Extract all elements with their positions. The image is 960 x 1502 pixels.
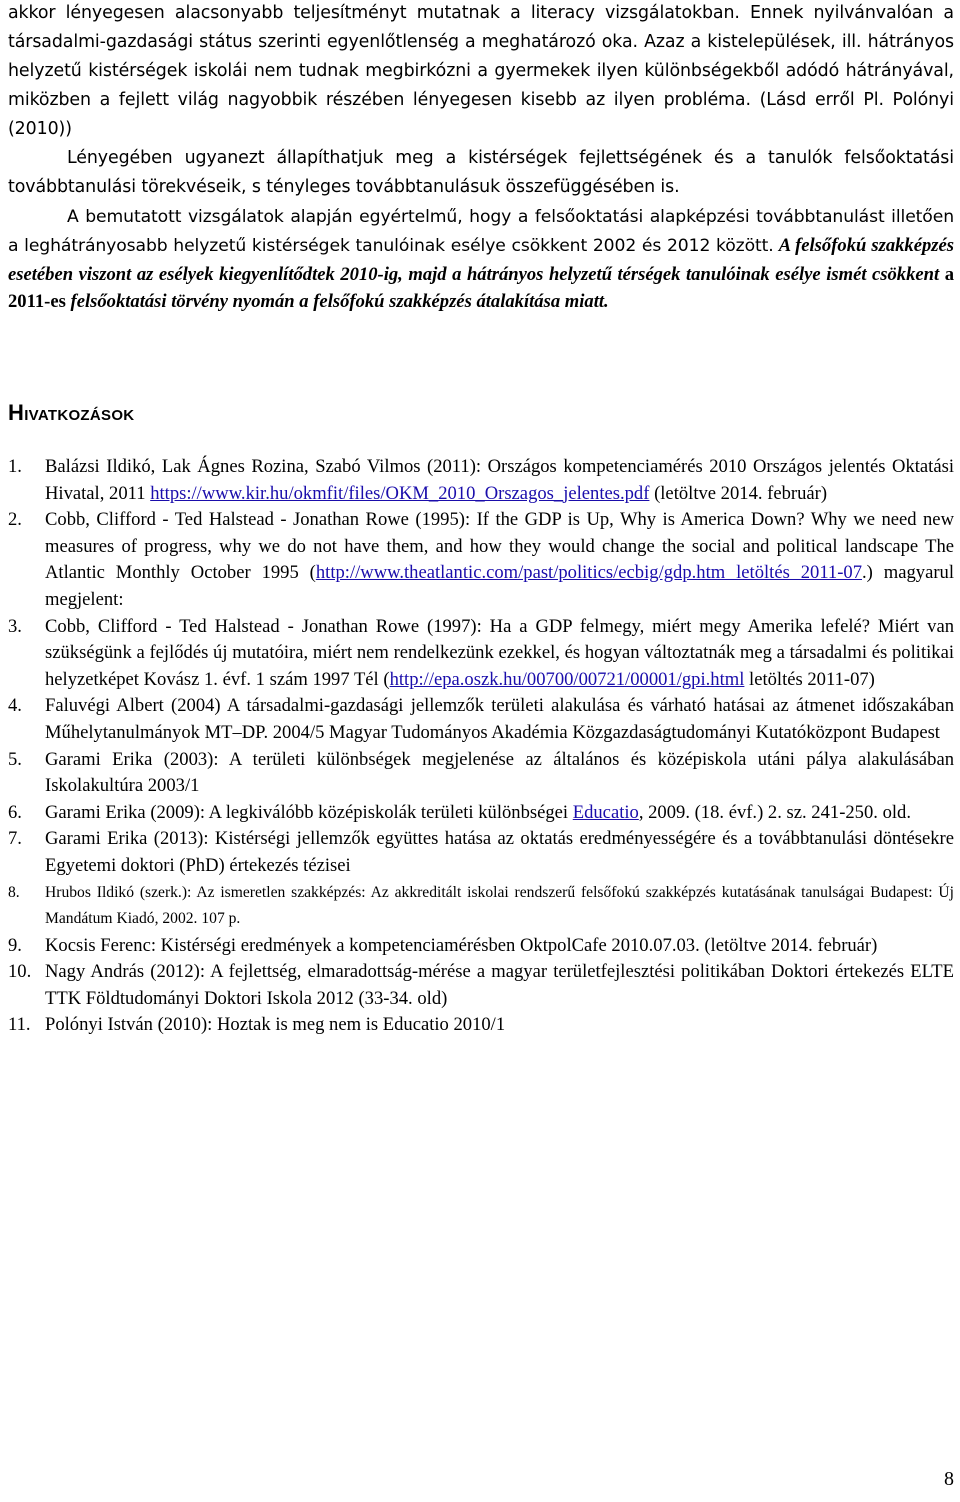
references-list xyxy=(8,454,954,1039)
reference-number: 1. xyxy=(8,456,22,477)
reference-text: Faluvégi Albert (2004) A társadalmi-gazdasági jellemzők területi alakulása és várható hatásai az átmenet időszakában Műhelytanulmányok MT–DP. 2004/5 Magyar Tudományos Akadémia Közgazdaságtudományi Kutatóközpont Budapest xyxy=(45,695,954,743)
reference-number: 6. xyxy=(8,801,22,823)
reference-link[interactable]: http://www.theatlantic.com/past/politics/ecbig/gdp.htm letöltés 2011-07 xyxy=(315,562,863,584)
reference-item-10 xyxy=(8,959,954,1012)
reference-item-6 xyxy=(8,800,954,827)
reference-item-5 xyxy=(8,747,954,800)
paragraph-3-bold: a 2011-es xyxy=(8,263,955,313)
reference-item-3 xyxy=(8,614,954,694)
reference-item-7 xyxy=(8,826,954,879)
references-heading: Hivatkozások xyxy=(8,400,135,425)
body-paragraph-2: Lényegében ugyanezt állapíthatjuk meg a kistérségek fejlettségének és a tanulók felsőoktatási továbbtanulási törekvéseik, s tényleges továbbtanulásuk összefüggésében is. xyxy=(8,148,954,197)
paragraph-3-emphasis-2: felsőoktatási törvény nyomán a felsőfokú szakképzés átalakítása miatt. xyxy=(70,291,609,313)
body-paragraph-3 xyxy=(8,203,954,316)
reference-number: 2. xyxy=(8,509,22,531)
reference-text: Polónyi István (2010): Hoztak is meg nem is Educatio 2010/1 xyxy=(45,1014,506,1036)
reference-item-8 xyxy=(8,880,954,933)
reference-text-tail: (letöltve 2014. február) xyxy=(654,482,828,504)
reference-text: Cobb, Clifford - Ted Halstead - Jonathan Rowe (1997): Ha a GDP felmegy, miért megy Amerika lefelé? Miért van szükségünk a fejlődés új mutatóira, miért nem rendelkezünk ezekkel, és hogyan változtatnák meg a társadalmi és politikai helyzetképet Kovász 1. évf. 1 szám 1997 Tél ( xyxy=(45,615,954,690)
page-number: 8 xyxy=(944,1468,954,1490)
reference-link[interactable]: Educatio xyxy=(572,801,639,823)
reference-item-9 xyxy=(8,933,954,960)
reference-text: Kocsis Ferenc: Kistérségi eredmények a kompetenciamérésben OktpolCafe 2010.07.03. (letöltve 2014. február) xyxy=(45,934,878,956)
reference-number: 11. xyxy=(8,1014,31,1036)
reference-number: 10. xyxy=(8,961,32,983)
reference-text-tail: letöltés 2011-07) xyxy=(744,668,875,690)
paragraph-3-emphasis: A felsőfokú szakképzés esetében viszont az esélyek kiegyenlítődtek 2010-ig, majd a hátrányos helyzetű térségek tanulóinak esélye ismét csökkent xyxy=(8,234,954,285)
reference-item-4 xyxy=(8,693,954,746)
paragraph-3-regular: A bemutatott vizsgálatok alapján egyértelmű, hogy a felsőoktatási alapképzési továbbtanulást illetően a leghátrányosabb helyzetű kistérségek tanulóinak esélye csökkent 2002 és 2012 között. xyxy=(8,207,954,256)
reference-number: 5. xyxy=(8,748,22,770)
reference-item-2 xyxy=(8,507,954,613)
reference-text: Cobb, Clifford - Ted Halstead - Jonathan Rowe (1995): If the GDP is Up, Why is America Down? Why we need new measures of progress, why we do not have them, and how they would change the social and political landscape The Atlantic Monthly October 1995 ( xyxy=(45,509,954,584)
reference-text: Nagy András (2012): A fejlettség, elmaradottság-mérése a magyar területfejlesztési politikában Doktori értekezés ELTE TTK Földtudományi Doktori Iskola 2012 (33-34. old) xyxy=(45,961,954,1009)
reference-text: Garami Erika (2013): Kistérségi jellemzők együttes hatása az oktatás eredményességére és a továbbtanulási döntésekre Egyetemi doktori (PhD) értekezés tézisei xyxy=(45,828,954,876)
reference-text-tail: , 2009. (18. évf.) 2. sz. 241-250. old. xyxy=(638,801,911,823)
reference-number: 4. xyxy=(8,695,22,717)
reference-number: 8. xyxy=(8,883,20,901)
reference-number: 9. xyxy=(8,934,22,956)
reference-number: 3. xyxy=(8,615,22,637)
reference-text: Hrubos Ildikó (szerk.): Az ismeretlen szakképzés: Az akkreditált iskolai rendszerű felsőfokú szakképzés kutatásának tanulságai Budapest: Új Mandátum Kiadó, 2002. 107 p. xyxy=(45,883,954,928)
reference-text: Garami Erika (2009): A legkiválóbb középiskolák területi különbségei xyxy=(45,801,573,823)
reference-item-11 xyxy=(8,1012,954,1039)
reference-text-tail: .) magyarul megjelent: xyxy=(45,562,954,610)
body-paragraph-1: akkor lényegesen alacsonyabb teljesítményt mutatnak a literacy vizsgálatokban. Ennek nyilvánvalóan a társadalmi-gazdasági státus szerinti egyenlőtlenség a meghatározó oka. Azaz a kistelepülések, ill. hátrányos helyzetű kistérségek iskolái nem tudnak megbirkózni a gyermekek ilyen különbségekből adódó hátrányával, miközben a fejlett világ nagyobbik részében lényegesen kisebb az ilyen probléma. (Lásd erről Pl. Polónyi (2010)) xyxy=(8,3,954,139)
reference-link[interactable]: https://www.kir.hu/okmfit/files/OKM_2010_Orszagos_jelentes.pdf xyxy=(150,482,650,504)
reference-number: 7. xyxy=(8,828,22,850)
reference-link[interactable]: http://epa.oszk.hu/00700/00721/00001/gpi.html xyxy=(389,668,745,690)
reference-text: Balázsi Ildikó, Lak Ágnes Rozina, Szabó Vilmos (2011): Országos kompetenciamérés 2010 Országos jelentés Oktatási Hivatal, 2011 xyxy=(45,456,954,504)
reference-text: Garami Erika (2003): A területi különbségek megjelenése az általános és középiskola utáni pálya alakulásában Iskolakultúra 2003/1 xyxy=(45,748,954,797)
reference-item-1 xyxy=(8,454,954,507)
